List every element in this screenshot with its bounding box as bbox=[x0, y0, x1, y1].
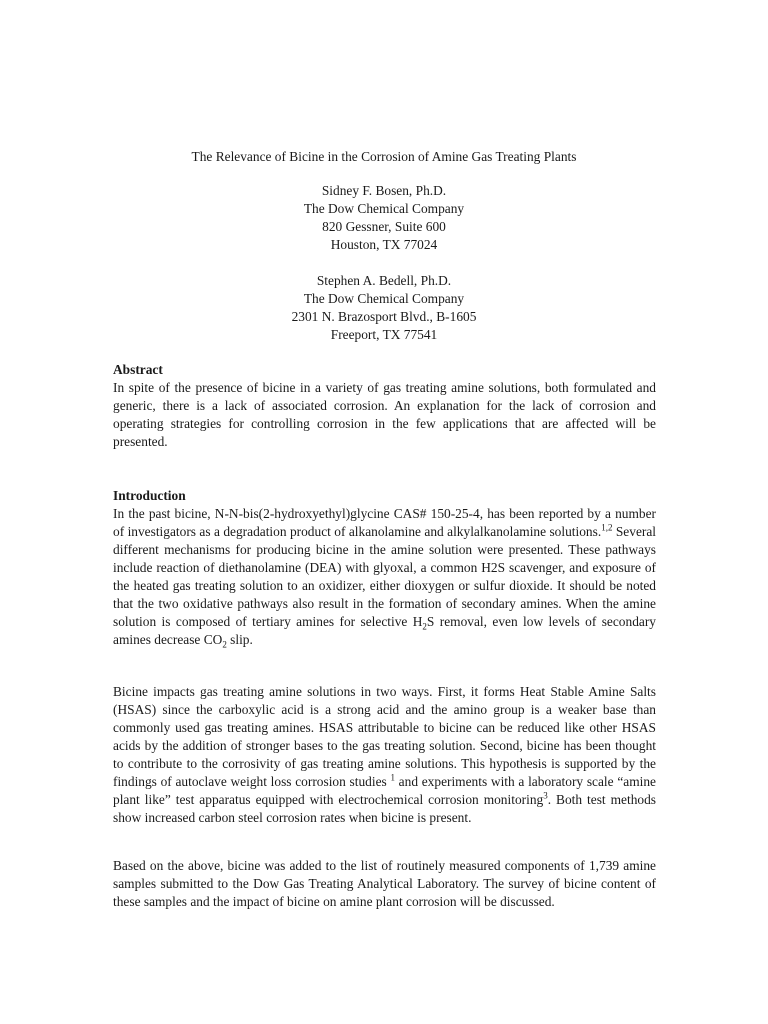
author-name: Stephen A. Bedell, Ph.D. bbox=[316, 273, 452, 288]
abstract-heading: Abstract bbox=[113, 362, 163, 377]
author-block-1 bbox=[0, 182, 768, 254]
author-address-line-1: 2301 N. Brazosport Blvd., B-1605 bbox=[291, 309, 477, 324]
citation-superscript: 3 bbox=[543, 790, 548, 801]
abstract-section bbox=[113, 361, 656, 451]
text-run: . Both test methods show increased carbon steel corrosion rates when bicine is present. bbox=[113, 792, 656, 825]
text-run: S removal, even low levels of secondary amines decrease CO bbox=[113, 614, 656, 647]
author-name: Sidney F. Bosen, Ph.D. bbox=[321, 183, 447, 198]
text-run: and experiments with a laboratory scale “amine plant like” test apparatus equipped with electrochemical corrosion monitoring bbox=[113, 774, 656, 807]
author-block-2 bbox=[0, 272, 768, 344]
paper-title: The Relevance of Bicine in the Corrosion of Amine Gas Treating Plants bbox=[191, 149, 577, 164]
abstract-paragraph: In spite of the presence of bicine in a variety of gas treating amine solutions, both formulated and generic, there is a lack of associated corrosion. An explanation for the lack of corrosion and operating strategies for controlling corrosion in the few applications that are affected will be presented. bbox=[113, 380, 656, 449]
introduction-paragraph-3-block bbox=[113, 857, 656, 911]
author-company: The Dow Chemical Company bbox=[303, 201, 465, 216]
introduction-paragraph-2 bbox=[113, 683, 656, 827]
author-address-line-2: Freeport, TX 77541 bbox=[330, 327, 438, 342]
introduction-heading: Introduction bbox=[113, 488, 186, 503]
introduction-paragraph-1 bbox=[113, 505, 656, 649]
author-address-line-1: 820 Gessner, Suite 600 bbox=[322, 219, 446, 234]
introduction-paragraph-2-block bbox=[113, 683, 656, 827]
text-run: slip. bbox=[226, 632, 253, 647]
citation-superscript: 1 bbox=[390, 772, 395, 783]
introduction-section bbox=[113, 487, 656, 649]
author-address-line-2: Houston, TX 77024 bbox=[330, 237, 438, 252]
introduction-paragraph-3: Based on the above, bicine was added to the list of routinely measured components of 1,739 amine samples submitted to the Dow Gas Treating Analytical Laboratory. The survey of bicine content of these samples and the impact of bicine on amine plant corrosion will be discussed. bbox=[113, 858, 656, 909]
subscript: 2 bbox=[222, 639, 227, 650]
author-company: The Dow Chemical Company bbox=[303, 291, 465, 306]
text-run: In the past bicine, N-N-bis(2-hydroxyethyl)glycine CAS# 150-25-4, has been reported by a number of investigators as a degradation product of alkanolamine and alkylalkanolamine solutions. bbox=[113, 506, 656, 539]
text-run: Bicine impacts gas treating amine solutions in two ways. First, it forms Heat Stable Amine Salts (HSAS) since the carboxylic acid is a strong acid and the amino group is a weaker base than commonly used gas treating amines. HSAS attributable to bicine can be reduced like other HSAS acids by the addition of stronger bases to the gas treating solution. Second, bicine has been thought to contribute to the corrosivity of gas treating amine solutions. This hypothesis is supported by the findings of autoclave weight loss corrosion studies bbox=[113, 684, 656, 789]
subscript: 2 bbox=[422, 621, 427, 632]
citation-superscript: 1,2 bbox=[601, 522, 613, 533]
text-run: Several different mechanisms for producing bicine in the amine solution were presented. These pathways include reaction of diethanolamine (DEA) with glyoxal, a common H2S scavenger, and exposure of the heated gas treating solution to an oxidizer, either dioxygen or sulfur dioxide. It should be noted that the two oxidative pathways also result in the formation of secondary amines. When the amine solution is composed of tertiary amines for selective H bbox=[113, 524, 657, 629]
